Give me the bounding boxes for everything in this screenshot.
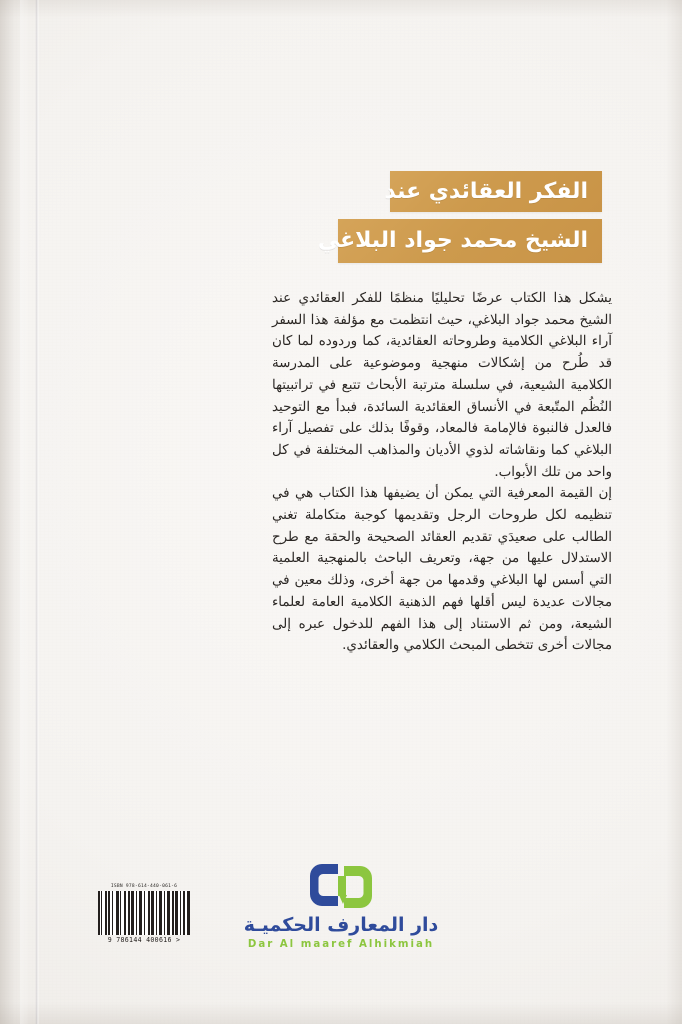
book-title-line-1: الفكر العقائدي عند (384, 178, 588, 204)
blurb-paragraph-2: إن القيمة المعرفية التي يمكن أن يضيفها هذا الكتاب هي في تنظيمه لكل طروحات الرجل وتقديمها كوجبة متكاملة تغني الطالب على صعيدَي تقديم العقائد الصحيحة والحقة مع طرح الاستدلال عليها من جهة، وتعريف الباحث بالمنهجية العلمية التي أسس لها البلاغي وقدمها من جهة أخرى، وذلك معين في مجالات عديدة ليس أقلها فهم الذهنية الكلامية العامة لعلماء الشيعة، ومن ثم الاستناد إلى هذا الفهم للدخول عبره إلى مجالات أخرى تتخطى المبحث الكلامي والعقائدي. (272, 486, 612, 654)
blurb-paragraph-1: يشكل هذا الكتاب عرضًا تحليليًا منظمًا للفكر العقائدي عند الشيخ محمد جواد البلاغي، حيث انتظمت مع مؤلفة هذا السفر آراء البلاغي الكلامية وطروحاته العقائدية، كما وردوده لما كان قد طُرح من إشكالات منهجية وموضوعية على المدرسة الكلامية الشيعية، في سلسلة مترتبة الأبحاث تتبع في تراتبيتها النُظُم المتّبعة في الأنساق العقائدية السائدة، فبدأ مع التوحيد فالعدل فالنبوة فالإمامة فالمعاد، وقوفًا بذلك على تفصيل آراء البلاغي كما ونقاشاته لذوي الأديان والمذاهب المختلفة في كل واحد من تلك الأبواب. (272, 291, 612, 480)
title-block-line-1 (384, 171, 602, 212)
publisher-logo-icon (308, 862, 374, 910)
publisher-block (0, 862, 682, 951)
isbn-caption: ISBN 978-614-440-061-6 (110, 884, 178, 889)
publisher-name-english: Dar Al maaref Alhikmiah (247, 938, 435, 950)
barcode-digits: 9 786144 400616 > (107, 936, 181, 944)
back-cover-blurb (272, 288, 612, 657)
publisher-name-arabic: دار المعارف الحكميـة (243, 914, 439, 936)
title-block-line-2 (317, 219, 602, 263)
page-edge-shadow-bottom (0, 1002, 682, 1024)
book-title-line-2: الشيخ محمد جواد البلاغي (317, 228, 588, 253)
page-edge-shadow-top (0, 0, 682, 18)
